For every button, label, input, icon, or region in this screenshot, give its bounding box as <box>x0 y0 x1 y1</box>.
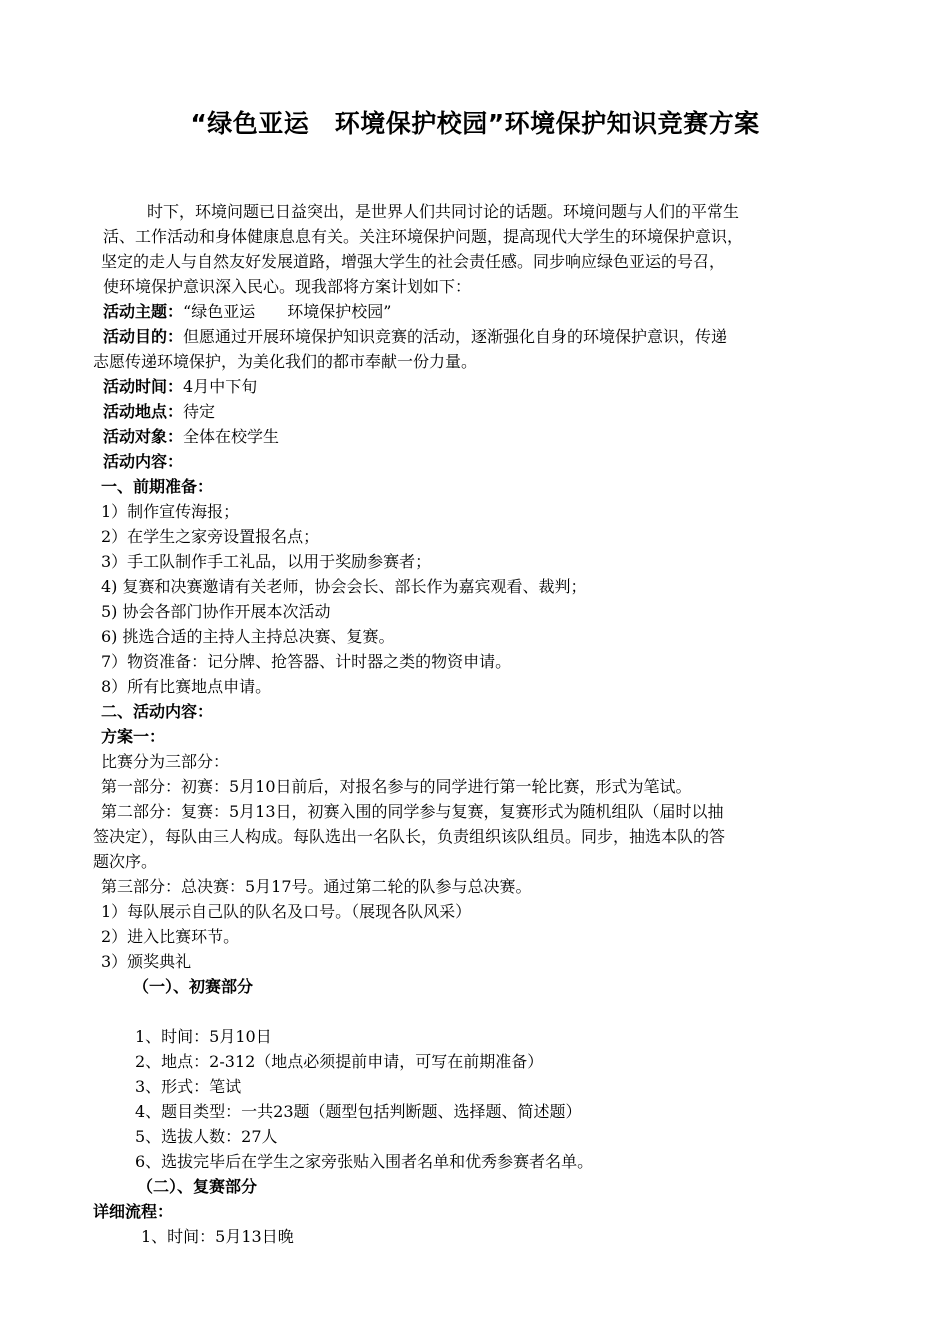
target-label: 活动对象： <box>103 427 184 446</box>
activity-line: 第二部分：复赛：5月13日，初赛入围的同学参与复赛，复赛形式为随机组队（届时以抽 <box>101 802 724 821</box>
activity-heading: 二、活动内容： <box>101 702 214 721</box>
place-label: 活动地点： <box>103 402 184 421</box>
document-title: “绿色亚运 环境保护校园”环境保护知识竞赛方案 <box>190 109 760 138</box>
prelim-item: 5、选拔人数：27人 <box>135 1127 278 1146</box>
content-label: 活动内容： <box>103 452 184 471</box>
plan-label: 方案一： <box>101 727 166 746</box>
theme-line <box>103 300 391 324</box>
prep-item: 3）手工队制作手工礼品，以用于奖励参赛者； <box>101 552 432 571</box>
theme-value: “绿色亚运 环境保护校园” <box>183 302 392 321</box>
activity-line: 第三部分：总决赛：5月17号。通过第二轮的队参与总决赛。 <box>101 877 532 896</box>
place-line <box>103 400 215 424</box>
activity-line: 3）颁奖典礼 <box>101 952 192 971</box>
intro-line: 活、工作活动和身体健康息息有关。关注环境保护问题，提高现代大学生的环境保护意识， <box>103 227 744 246</box>
prep-item: 5) 协会各部门协作开展本次活动 <box>101 602 331 621</box>
semi-heading: （二）、复赛部分 <box>137 1177 258 1196</box>
intro-line: 坚定的走人与自然友好发展道路，增强大学生的社会责任感。同步响应绿色亚运的号召， <box>101 252 726 271</box>
prelim-item: 4、题目类型：一共23题（题型包括判断题、选择题、简述题） <box>135 1102 582 1121</box>
purpose-label: 活动目的： <box>103 327 184 346</box>
activity-line: 2）进入比赛环节。 <box>101 927 240 946</box>
purpose-value: 但愿通过开展环境保护知识竞赛的活动，逐渐强化自身的环境保护意识，传递 <box>183 327 728 346</box>
prep-item: 1）制作宣传海报； <box>101 502 240 521</box>
semi-item: 1、时间：5月13日晚 <box>141 1227 294 1246</box>
prelim-item: 2、地点：2-312（地点必须提前申请，可写在前期准备） <box>135 1052 544 1071</box>
prep-item: 6) 挑选合适的主持人主持总决赛、复赛。 <box>101 627 395 646</box>
purpose-line <box>103 325 727 349</box>
purpose-line-continued: 志愿传递环境保护，为美化我们的都市奉献一份力量。 <box>93 352 478 371</box>
intro-line: 使环境保护意识深入民心。现我部将方案计划如下： <box>103 277 472 296</box>
activity-line: 第一部分：初赛：5月10日前后，对报名参与的同学进行第一轮比赛，形式为笔试。 <box>101 777 692 796</box>
activity-line: 题次序。 <box>93 852 158 871</box>
time-line <box>103 375 257 399</box>
activity-line: 比赛分为三部分： <box>101 752 230 771</box>
prep-item: 4) 复赛和决赛邀请有关老师，协会会长、部长作为嘉宾观看、裁判； <box>101 577 587 596</box>
prelim-heading: （一）、初赛部分 <box>133 977 254 996</box>
prep-item: 8）所有比赛地点申请。 <box>101 677 272 696</box>
prelim-item: 3、形式：笔试 <box>135 1077 242 1096</box>
intro-line: 时下，环境问题已日益突出，是世界人们共同讨论的话题。环境问题与人们的平常生 <box>147 202 740 221</box>
prep-item: 2）在学生之家旁设置报名点； <box>101 527 320 546</box>
target-line <box>103 425 279 449</box>
time-value: 4月中下旬 <box>183 377 258 396</box>
place-value: 待定 <box>183 402 216 421</box>
prelim-item: 1、时间：5月10日 <box>135 1027 272 1046</box>
time-label: 活动时间： <box>103 377 184 396</box>
prep-item: 7）物资准备：记分牌、抢答器、计时器之类的物资申请。 <box>101 652 512 671</box>
prelim-item: 6、选拔完毕后在学生之家旁张贴入围者名单和优秀参赛者名单。 <box>135 1152 594 1171</box>
target-value: 全体在校学生 <box>183 427 280 446</box>
activity-line: 签决定），每队由三人构成。每队选出一名队长，负责组织该队组员。同步，抽选本队的答 <box>93 827 726 846</box>
prep-heading: 一、前期准备： <box>101 477 214 496</box>
theme-label: 活动主题： <box>103 302 184 321</box>
activity-line: 1）每队展示自己队的队名及口号。（展现各队风采） <box>101 902 472 921</box>
flow-label: 详细流程： <box>93 1202 174 1221</box>
